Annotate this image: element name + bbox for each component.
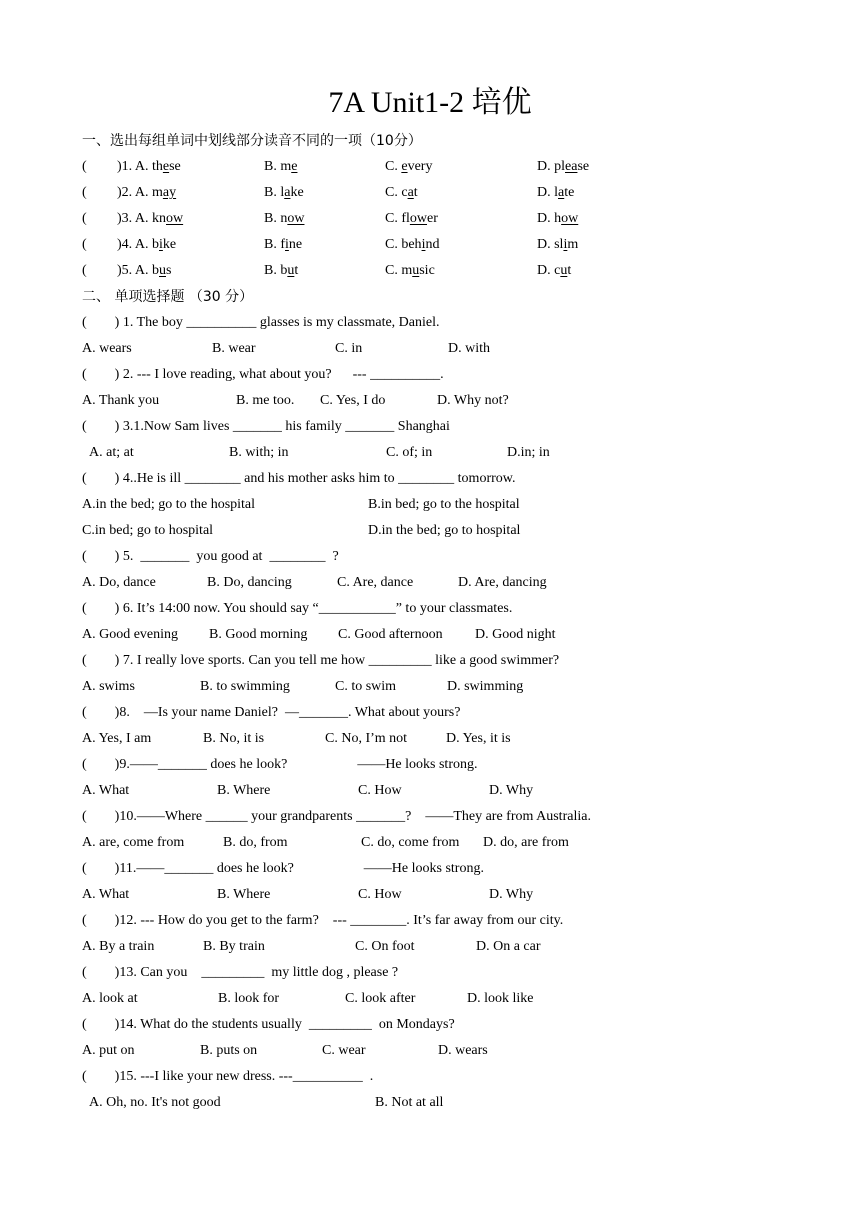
stem-text: tomorrow. (454, 471, 516, 486)
answer-option: B. Not at all (375, 1095, 444, 1110)
answer-paren: ( (82, 705, 115, 720)
question-stem (82, 1067, 373, 1087)
answer-option: D. swimming (447, 679, 524, 694)
word-part: b (152, 263, 159, 278)
option-d (537, 261, 571, 281)
answer-option: C. of; in (386, 445, 433, 460)
underlined-sound: e (291, 159, 298, 174)
underlined-sound: i (563, 237, 568, 252)
underlined-sound: e (162, 159, 170, 174)
word-part: D. c (537, 263, 561, 278)
answer-paren: ( (82, 367, 115, 382)
answer-blank: ___________ (318, 601, 396, 616)
answer-option: B. puts on (200, 1043, 258, 1058)
answer-blank: _________ (368, 653, 432, 668)
stem-text: ) 5. (114, 549, 141, 564)
answer-paren: ( (82, 471, 115, 486)
answer-blank: ________ (398, 471, 455, 486)
answer-blank: ______ (205, 809, 248, 824)
answer-option: A. wears (82, 341, 132, 356)
stem-text: . (440, 367, 444, 382)
stem-text: you good at (189, 549, 270, 564)
question-stem (82, 599, 512, 619)
stem-text: his family (281, 419, 346, 434)
word-part: very (407, 159, 433, 174)
stem-text: )13. Can you (114, 965, 202, 980)
underlined-sound: i (421, 237, 426, 252)
underlined-sound: ow (287, 211, 305, 226)
option-c (385, 261, 435, 281)
option-b (264, 183, 304, 203)
answer-blank: _______ (164, 861, 214, 876)
stem-text: like a good swimmer? (431, 653, 560, 668)
word-part: sic (419, 263, 435, 278)
answer-paren: ( (82, 757, 115, 772)
word-part: m (567, 237, 579, 252)
question-stem (82, 417, 450, 437)
answer-paren: ( (82, 263, 115, 278)
answer-option: C. Good afternoon (338, 627, 443, 642)
option-a (117, 157, 181, 177)
word-part: s (166, 263, 172, 278)
answer-option: D. On a car (476, 939, 541, 954)
answer-option: A. Thank you (82, 393, 160, 408)
answer-blank: _______ (345, 419, 395, 434)
answer-option: A. swims (82, 679, 135, 694)
underlined-sound: ow (166, 211, 184, 226)
stem-text: your grandparents (247, 809, 357, 824)
answer-option: C. wear (322, 1043, 366, 1058)
answer-option: B. wear (212, 341, 256, 356)
answer-option: D.in; in (507, 445, 550, 460)
stem-text: . What about yours? (347, 705, 461, 720)
answer-blank: _________ (201, 965, 265, 980)
underlined-sound: ay (162, 185, 177, 200)
question-stem (82, 755, 478, 775)
answer-paren: ( (82, 315, 115, 330)
answer-blank: __________ (186, 315, 257, 330)
answer-option: B. to swimming (200, 679, 290, 694)
answer-option: C. Are, dance (337, 575, 414, 590)
underlined-sound: e (401, 159, 408, 174)
answer-option: A. are, come from (82, 835, 185, 850)
question-stem (82, 365, 444, 385)
question-stem (82, 469, 515, 489)
stem-text: glasses is my classmate, Daniel. (256, 315, 440, 330)
word-part: C. c (385, 185, 408, 200)
word-part: ke (290, 185, 304, 200)
stem-text: does he look? ——He looks strong. (213, 861, 484, 876)
answer-option: A. look at (82, 991, 138, 1006)
answer-option: D. with (448, 341, 490, 356)
answer-option: A. Good evening (82, 627, 179, 642)
answer-paren: ( (82, 185, 115, 200)
answer-option: A.in the bed; go to the hospital (82, 497, 256, 512)
word-part: C. fl (385, 211, 410, 226)
stem-text: and his mother asks him to (240, 471, 399, 486)
answer-blank: __________ (370, 367, 441, 382)
answer-paren: ( (82, 965, 115, 980)
answer-paren: ( (82, 653, 115, 668)
stem-text: ) 4..He is ill (114, 471, 185, 486)
question-stem (82, 859, 484, 879)
answer-option: D. do, are from (483, 835, 569, 850)
answer-paren: ( (82, 549, 115, 564)
question-number: )3. A. (117, 211, 152, 226)
question-number: )4. A. (117, 237, 152, 252)
answer-paren: ( (82, 601, 115, 616)
stem-text: ) 2. --- I love reading, what about you? --- (114, 367, 371, 382)
answer-blank: ________ (350, 913, 407, 928)
option-c (385, 235, 439, 255)
answer-option: D. look like (467, 991, 534, 1006)
answer-blank: _______ (232, 419, 282, 434)
answer-option: A. put on (82, 1043, 135, 1058)
underlined-sound: a (407, 185, 414, 200)
answer-option: D. Are, dancing (458, 575, 547, 590)
word-part: se (169, 159, 181, 174)
option-a (117, 261, 171, 281)
stem-text: ) 3.1.Now Sam lives (114, 419, 233, 434)
word-part: b (152, 237, 159, 252)
question-stem (82, 703, 460, 723)
answer-option: B. look for (218, 991, 280, 1006)
answer-option: C. look after (345, 991, 416, 1006)
answer-option: A. What (82, 887, 130, 902)
answer-option: B. do, from (223, 835, 288, 850)
stem-text: )9.—— (114, 757, 158, 772)
answer-option: A. Do, dance (82, 575, 156, 590)
stem-text: ) 1. The boy (114, 315, 187, 330)
answer-option: D. wears (438, 1043, 488, 1058)
answer-option: D. Yes, it is (446, 731, 511, 746)
stem-text: )12. --- How do you get to the farm? --- (114, 913, 351, 928)
answer-option: A. By a train (82, 939, 155, 954)
option-d (537, 183, 574, 203)
answer-blank: ________ (269, 549, 326, 564)
word-part: B. n (264, 211, 288, 226)
answer-option: D. Good night (475, 627, 556, 642)
word-part: D. pl (537, 159, 565, 174)
stem-text: ? ——They are from Australia. (405, 809, 591, 824)
word-part: D. sl (537, 237, 564, 252)
section-1-heading: 一、选出每组单词中划线部分读音不同的一项（10分） (82, 133, 422, 149)
question-number: )5. A. (117, 263, 152, 278)
answer-blank: _________ (308, 1017, 372, 1032)
answer-option: A. What (82, 783, 130, 798)
option-d (537, 235, 578, 255)
option-b (264, 209, 304, 229)
word-part: kn (152, 211, 166, 226)
answer-option: C.in bed; go to hospital (82, 523, 214, 538)
underlined-sound: u (412, 263, 420, 278)
answer-option: D. Why not? (437, 393, 509, 408)
answer-paren: ( (82, 1017, 115, 1032)
answer-blank: _______ (298, 705, 348, 720)
underlined-sound: u (159, 263, 166, 278)
underlined-sound: i (285, 237, 289, 252)
stem-text: . It’s far away from our city. (406, 913, 564, 928)
underlined-sound: i (159, 237, 163, 252)
section-2-heading: 二、 单项选择题 （30 分） (82, 289, 254, 305)
stem-text: Shanghai (394, 419, 450, 434)
word-part: te (564, 185, 575, 200)
option-c (385, 157, 432, 177)
answer-option: B. Where (217, 783, 271, 798)
option-b (264, 261, 298, 281)
worksheet-title: 7A Unit1-2 培优 (328, 86, 532, 119)
answer-option: B. Where (217, 887, 271, 902)
answer-option: C. Yes, I do (320, 393, 386, 408)
option-c (385, 209, 438, 229)
word-part: B. b (264, 263, 288, 278)
word-part: er (427, 211, 438, 226)
word-part: t (413, 185, 418, 200)
answer-blank: __________ (292, 1069, 363, 1084)
answer-paren: ( (82, 809, 115, 824)
answer-option: A. Oh, no. It's not good (89, 1095, 221, 1110)
underlined-sound: ow (561, 211, 579, 226)
answer-option: C. On foot (355, 939, 415, 954)
answer-paren: ( (82, 913, 115, 928)
question-stem (82, 547, 339, 567)
stem-text: )14. What do the students usually (114, 1017, 309, 1032)
stem-text: on Mondays? (371, 1017, 455, 1032)
answer-option: C. to swim (335, 679, 397, 694)
answer-option: A. Yes, I am (82, 731, 152, 746)
stem-text: ) 7. I really love sports. Can you tell me how (114, 653, 369, 668)
word-part: C. m (385, 263, 413, 278)
answer-option: D. Why (489, 887, 534, 902)
answer-option: C. No, I’m not (325, 731, 408, 746)
stem-text: my little dog , please ? (264, 965, 399, 980)
stem-text: ” to your classmates. (395, 601, 513, 616)
stem-text: ? (325, 549, 339, 564)
stem-text: ) 6. It’s 14:00 now. You should say “ (114, 601, 319, 616)
question-stem (82, 807, 591, 827)
answer-paren: ( (82, 159, 115, 174)
question-stem (82, 963, 398, 983)
word-part: C. beh (385, 237, 422, 252)
answer-option: B. Do, dancing (207, 575, 292, 590)
option-a (117, 235, 176, 255)
word-part: D. l (537, 185, 558, 200)
word-part: D. h (537, 211, 562, 226)
word-part: B. l (264, 185, 285, 200)
word-part: B. m (264, 159, 292, 174)
option-d (537, 209, 578, 229)
stem-text: )10.——Where (114, 809, 206, 824)
word-part: t (294, 263, 299, 278)
stem-text: . (362, 1069, 374, 1084)
answer-option: B.in bed; go to the hospital (368, 497, 520, 512)
answer-paren: ( (82, 211, 115, 226)
option-d (537, 157, 589, 177)
question-number: )2. A. (117, 185, 152, 200)
underlined-sound: a (284, 185, 291, 200)
answer-blank: _______ (140, 549, 190, 564)
word-part: t (567, 263, 572, 278)
answer-option: B. By train (203, 939, 265, 954)
answer-blank: ________ (184, 471, 241, 486)
answer-option: C. in (335, 341, 363, 356)
underlined-sound: a (558, 185, 565, 200)
word-part: C. (385, 159, 402, 174)
answer-paren: ( (82, 861, 115, 876)
answer-option: A. at; at (89, 445, 134, 460)
stem-text: )15. ---I like your new dress. --- (114, 1069, 293, 1084)
stem-text: does he look? ——He looks strong. (206, 757, 478, 772)
answer-blank: _______ (157, 757, 207, 772)
answer-paren: ( (82, 419, 115, 434)
answer-paren: ( (82, 1069, 115, 1084)
word-part: nd (425, 237, 440, 252)
option-a (117, 183, 176, 203)
word-part: B. f (264, 237, 285, 252)
word-part: ne (288, 237, 303, 252)
answer-option: C. How (358, 783, 402, 798)
underlined-sound: ow (409, 211, 428, 226)
option-b (264, 157, 297, 177)
option-c (385, 183, 418, 203)
stem-text: )11.—— (114, 861, 165, 876)
answer-option: B. No, it is (203, 731, 265, 746)
word-part: th (152, 159, 163, 174)
option-a (117, 209, 183, 229)
word-part: se (577, 159, 590, 174)
answer-option: B. Good morning (209, 627, 308, 642)
underlined-sound: u (287, 263, 295, 278)
answer-blank: _______ (356, 809, 406, 824)
word-part: ke (162, 237, 177, 252)
underlined-sound: u (560, 263, 568, 278)
question-stem (82, 651, 559, 671)
question-stem (82, 313, 440, 333)
question-stem (82, 1015, 455, 1035)
question-stem (82, 911, 563, 931)
answer-option: B. with; in (229, 445, 289, 460)
underlined-sound: ea (565, 159, 578, 174)
answer-option: B. me too. (236, 393, 295, 408)
stem-text: )8. —Is your name Daniel? — (114, 705, 299, 720)
word-part: m (152, 185, 163, 200)
question-number: )1. A. (117, 159, 152, 174)
answer-paren: ( (82, 237, 115, 252)
answer-option: C. How (358, 887, 402, 902)
answer-option: C. do, come from (361, 835, 460, 850)
answer-option: D. Why (489, 783, 534, 798)
option-b (264, 235, 302, 255)
answer-option: D.in the bed; go to hospital (368, 523, 521, 538)
